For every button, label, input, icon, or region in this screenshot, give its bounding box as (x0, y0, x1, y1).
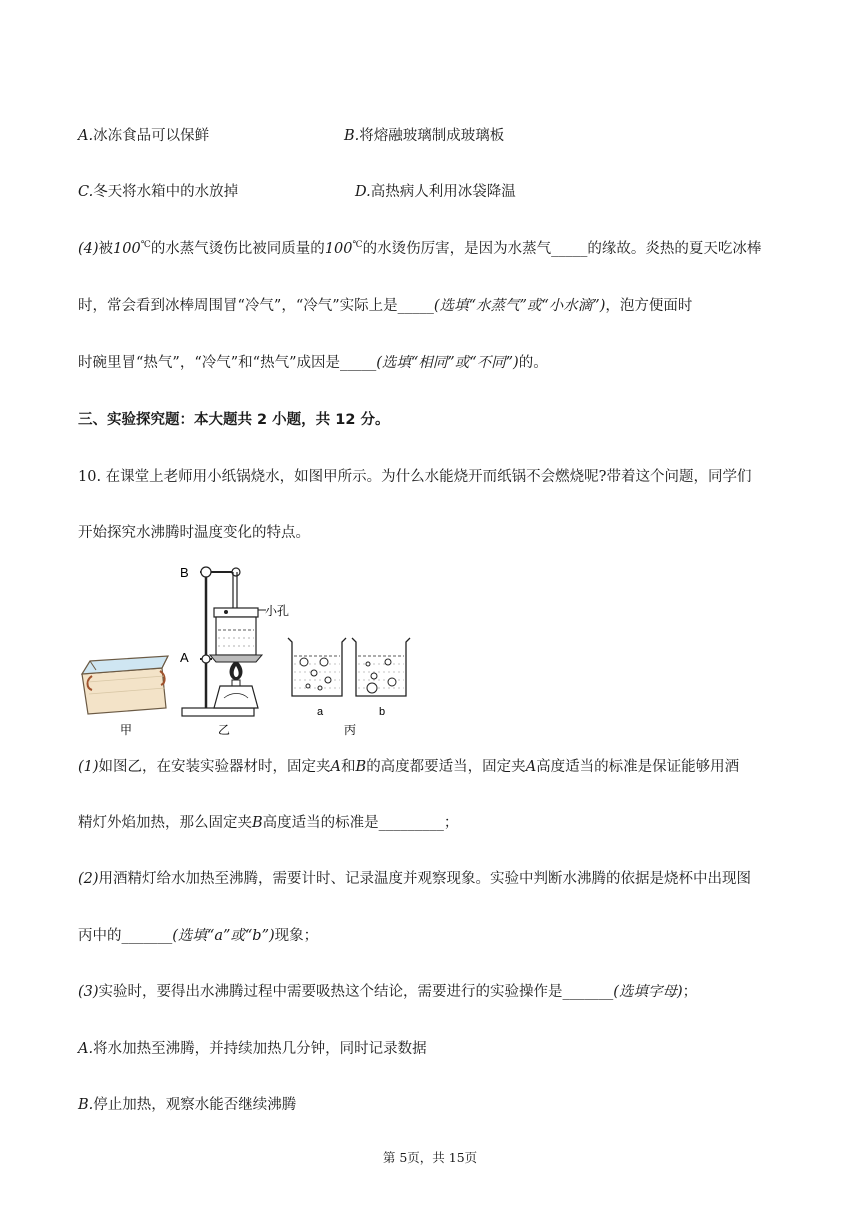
text: 被 (98, 241, 114, 257)
experiment-figure (76, 558, 436, 740)
beakers-figure (288, 638, 410, 737)
q10-stem-line2: 开始探究水沸腾时温度变化的特点。 (78, 525, 310, 541)
part-number: (1) (78, 759, 99, 775)
option-letter: B. (344, 128, 360, 144)
text: 如图乙，在安装实验器材时，固定夹 (98, 759, 331, 775)
page-footer: 第 5页，共 15页 (382, 1150, 478, 1165)
option-letter: B. (78, 1097, 94, 1113)
option-a (78, 124, 209, 145)
option-text: 冬天将水箱中的水放掉 (93, 184, 239, 200)
text: 的高度都要适当，固定夹 (366, 759, 526, 775)
text: 高度适当的标准是_________； (262, 815, 459, 831)
option-text: 高热病人利用冰袋降温 (370, 184, 516, 200)
option-text: 冰冻食品可以保鲜 (93, 128, 210, 144)
q9-part4-line3 (78, 351, 548, 372)
temperature-unit: ℃ (140, 240, 151, 251)
label-b: b (379, 706, 386, 718)
q10-part2-line2 (78, 924, 318, 945)
option-letter: C. (78, 184, 94, 200)
q10-option-a (78, 1037, 427, 1058)
temperature-value: 100 (113, 241, 141, 257)
text: ； (682, 984, 698, 1000)
text: 现象； (274, 928, 319, 944)
label-B: B (180, 565, 189, 580)
option-c (78, 180, 238, 201)
text: 时碗里冒“热气”，“冷气”和“热气”成因是_____ (78, 355, 377, 371)
option-letter: D. (355, 184, 371, 200)
q10-option-b (78, 1093, 296, 1114)
option-text: 将熔融玻璃制成玻璃板 (359, 128, 505, 144)
text: ，泡方便面时 (605, 298, 693, 314)
text: 的。 (518, 355, 548, 371)
text: 精灯外焰加热，那么固定夹 (78, 815, 252, 831)
variable: B (252, 815, 263, 831)
q9-part4-line2 (78, 294, 692, 315)
q9-part4-line1 (78, 237, 761, 258)
text: 时，常会看到冰棒周围冒“冷气”，“冷气”实际上是_____ (78, 298, 434, 314)
q10-part1-line1 (78, 755, 739, 776)
part-number: (2) (78, 871, 99, 887)
q10-part2-line1 (78, 867, 751, 888)
temperature-value: 100 (324, 241, 353, 257)
q10-part3-line1 (78, 980, 697, 1001)
choice-hint: (选填“a”或“b”) (172, 928, 275, 944)
part-number: (3) (78, 984, 99, 1000)
text: 的水烫伤厉害，是因为水蒸气_____的缘故。炎热的夏天吃冰棒 (362, 241, 762, 257)
option-text: 停止加热，观察水能否继续沸腾 (93, 1097, 297, 1113)
option-b (344, 124, 504, 145)
option-letter: A. (78, 1041, 94, 1057)
label-A: A (180, 650, 189, 665)
option-d (355, 180, 516, 201)
section-heading: 三、实验探究题：本大题共 2 小题，共 12 分。 (78, 412, 390, 428)
text: 用酒精灯给水加热至沸腾，需要计时、记录温度并观察现象。实验中判断水沸腾的依据是烧杯中出现图 (98, 871, 752, 887)
choice-hint: (选填“水蒸气”或“小水滴”) (433, 298, 606, 314)
label-hole: 小孔 (265, 604, 290, 618)
text: 实验时，要得出水沸腾过程中需要吸热这个结论，需要进行的实验操作是_______ (98, 984, 614, 1000)
paper-pot-figure (82, 656, 168, 737)
part-number: (4) (78, 241, 99, 257)
text: 高度适当的标准是保证能够用酒 (536, 759, 740, 775)
q10-part1-line2 (78, 811, 458, 832)
q10-stem-line1: 10. 在课堂上老师用小纸锅烧水，如图甲所示。为什么水能烧开而纸锅不会燃烧呢?带着这个问题，同学们 (78, 469, 752, 485)
text: 丙中的_______ (78, 928, 173, 944)
text: 和 (341, 759, 356, 775)
label-a: a (317, 706, 324, 718)
variable: A (330, 759, 342, 775)
label-bing: 丙 (344, 723, 357, 737)
choice-hint: (选填字母) (613, 984, 683, 1000)
option-letter: A. (78, 128, 94, 144)
stand-apparatus-figure (180, 565, 289, 737)
choice-hint: (选填“相同”或“不同”) (376, 355, 519, 371)
label-jia: 甲 (120, 723, 133, 737)
label-yi: 乙 (218, 723, 231, 737)
variable: B (355, 759, 367, 775)
temperature-unit: ℃ (352, 240, 363, 251)
option-text: 将水加热至沸腾，并持续加热几分钟，同时记录数据 (93, 1041, 427, 1057)
variable: A (525, 759, 537, 775)
text: 的水蒸气烫伤比被同质量的 (150, 241, 325, 257)
